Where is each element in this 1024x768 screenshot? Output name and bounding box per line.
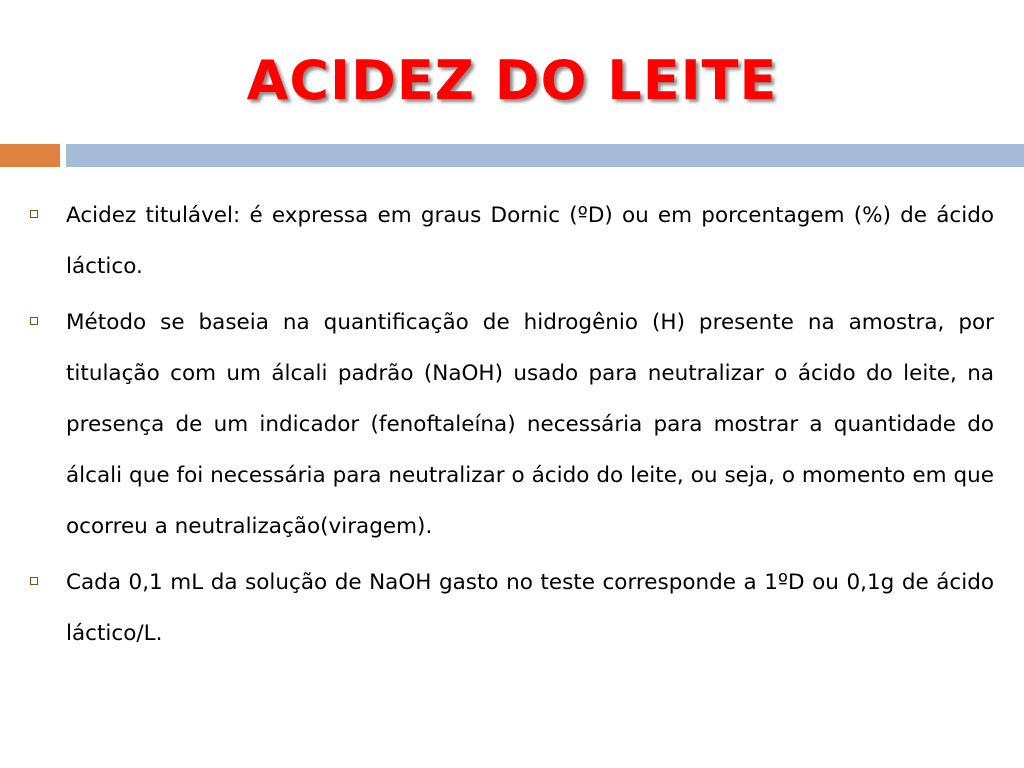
square-bullet-icon (30, 297, 66, 325)
bullet-item-2 (30, 297, 994, 552)
square-bullet-icon (30, 190, 66, 218)
bullet-item-3 (30, 557, 994, 659)
accent-bar-orange (0, 144, 60, 167)
slide-title: ACIDEZ DO LEITE (246, 49, 778, 112)
bullet-text-2: Método se baseia na quantificação de hidrogênio (H) presente na amostra, por titulação com um álcali padrão (NaOH) usado para neutralizar o ácido do leite, na presença de um indicador (fenoftaleína) necessária para mostrar a quantidade do álcali que foi necessária para neutralizar o ácido do leite, ou seja, o momento em que ocorreu a neutralização(viragem). (66, 310, 994, 539)
accent-bar-blue (66, 144, 1024, 167)
bullet-list (30, 190, 994, 664)
bullet-text-1: Acidez titulável: é expressa em graus Dornic (ºD) ou em porcentagem (%) de ácido láctico. (66, 203, 994, 279)
square-bullet-icon (30, 557, 66, 585)
bullet-text-3: Cada 0,1 mL da solução de NaOH gasto no teste corresponde a 1ºD ou 0,1g de ácido láctico/L. (66, 570, 994, 646)
bullet-item-1 (30, 190, 994, 292)
